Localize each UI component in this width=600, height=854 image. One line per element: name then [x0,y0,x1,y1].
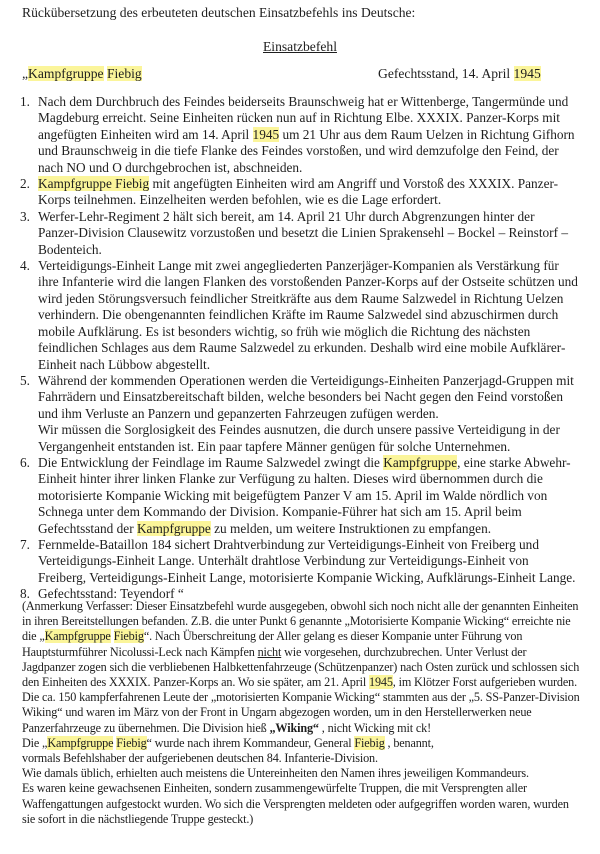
text-segment: Wir müssen die Sorglosigkeit des Feindes ausnutzen, die durch unsere passive Verteidigung in der Vergangenheit entstanden ist. Ein paar tapfere Männer genügen für solche Unternehmen. [38,422,560,454]
highlighted-term: 1945 [513,66,541,81]
text-segment: vormals Befehlshaber der aufgeriebenen deutschen 84. Infanterie-Division. [22,751,378,766]
order-item [18,373,578,455]
text-segment: Fernmelde-Bataillon 184 sichert Drahtverbindung zur Verteidigungs-Einheit von Freiberg und Verteidigungs-Einheit Lange. Unterhält drahtlose Verbindung zur Verteidigungs-Einheit von Freiberg, Verteidigungs-Einheit Lange, motorisierte Kompanie Wicking, Aufklärungs-Einheit Lange. [38,536,576,585]
header-unit [22,66,142,82]
bold-text: „Wiking“ [269,720,319,735]
highlighted-term: 1945 [369,675,393,690]
text-segment: , benannt, [384,735,434,750]
text-segment: Wie damals üblich, erhielten auch meistens die Untereinheiten den Namen ihres jeweiligen Kommandeurs. [22,766,529,781]
text-segment: Nach dem Durchbruch des Feindes beiderseits Braunschweig hat er Wittenberge, Tangermünde und Magdeburg erreicht. Seine Einheiten rücken nun auf in Richtung Elbe. XXXIX. Panzer-Korps mit angefügten Einheiten wird am 14. April [38,94,569,142]
order-number: 8. [20,586,30,602]
header-command-post-date [378,66,541,82]
highlighted-term: Kampfgruppe [28,66,104,81]
title-text: Einsatzbefehl [263,39,337,54]
order-number: 1. [20,94,30,109]
order-text [38,373,574,454]
order-item [18,209,578,258]
text-segment: Gefechtsstand: Teyendorf “ [38,586,184,602]
text-segment: Die „ [22,735,48,750]
order-number: 2. [20,176,30,192]
highlighted-term: Kampfgruppe [136,520,211,536]
highlighted-term: Kampfgruppe [47,735,114,750]
note-paragraph [22,766,582,781]
note-paragraph [22,690,582,736]
order-number: 4. [20,258,30,274]
text-segment: um 21 Uhr aus dem Raum Uelzen in Richtung Gifhorn und Braunschweig in die tiefe Flanke des Feindes vorstoßen, und wird demzufolge den Feind, der nach NO und O durchgebrochen ist, abschneiden. [38,126,575,175]
order-text [38,94,575,175]
highlighted-term: Fiebig [354,735,385,750]
highlighted-term: Kampfgruppe Fiebig [38,176,150,192]
intro-line: Rückübersetzung des erbeuteten deutschen Einsatzbefehls ins Deutsche: [22,5,416,20]
text-segment: , nicht Wicking mit ck! [318,720,431,735]
text-segment: , eine starke Abwehr-Einheit hinter ihrer linken Flanke zur Verfügung zu halten. Dieses wird übernommen durch die motorisierte Kompanie Wicking mit beigefügtem Panzer V am 15. April im Walde nördlich von Schnega unter dem Kommando der Division. Kompanie-Führer hat sich am 15. April beim Gefechtsstand der [38,454,571,536]
order-number: 6. [20,454,30,470]
text-segment: Die ca. 150 kampferfahrenen Leute der „motorisierten Kompanie Wicking“ stammten aus der „5. SS-Panzer-Division Wiking“ und waren im März von der Front in Ungarn abgezogen worden, um in den Herstellerwerken neue Panzerfahrzeuge zu übernehmen. Die Division hieß [22,690,580,735]
text-segment: , im Klötzer Forst aufgerieben wurden. [392,675,577,690]
highlighted-term: Fiebig [113,629,144,644]
highlighted-term: 1945 [252,126,280,142]
order-text [38,176,558,207]
text-segment: mit angefügten Einheiten wird am Angriff und Vorstoß des XXXIX. Panzer-Korps teilnehmen. Einzelheiten werden befohlen, wie es die Lage erfordert. [38,176,559,208]
text-segment: Die Entwicklung der Feindlage im Raume Salzwedel zwingt die [38,454,384,470]
author-note [22,599,582,827]
note-paragraph [22,736,582,766]
text-segment: „ [22,66,29,81]
highlighted-term: Kampfgruppe [44,629,111,644]
highlighted-term: Kampfgruppe [383,454,458,470]
highlighted-term: Fiebig [116,735,147,750]
order-number: 5. [20,372,30,388]
order-item [18,94,578,176]
highlighted-term: Fiebig [106,66,142,81]
text-segment: “. Nach Überschreitung der Aller gelang es dieser Kompanie unter Führung von Hauptsturmführer Nicolussi-Leck nach Kämpfen [22,629,523,659]
underlined-text: nicht [257,644,282,659]
text-segment: Verteidigungs-Einheit Lange mit zwei angegliederten Panzerjäger-Kompanien als Verstärkung für ihre Infanterie wird die langen Flanken des vorstoßenden Panzer-Korps auf der Ostseite schützen und wird jeden Störungsversuch feindlicher Streitkräfte aus dem Raume Salzwedel in Richtung Uelzen verhindern. Die obengenannten feindlichen Kräfte im Raume Salzwedel sind abzuschirmen durch mobile Aufklärung. Es ist besonders wichtig, so früh wie möglich die Richtung des nächsten feindlichen Schlages aus dem Raume Salzwedel zu erkunden. Deshalb wird eine mobile Aufklärer-Einheit nach Lübbow abgestellt. [38,258,578,372]
text-segment: Gefechtsstand, 14. April [378,66,514,81]
note-paragraph [22,781,582,827]
order-item [18,537,578,586]
order-text [38,455,571,536]
text-segment: zu melden, um weitere Instruktionen zu empfangen. [210,520,492,536]
text-segment: wie vorgesehen, durchzubrechen. Unter Verlust der Jagdpanzer zogen sich die verbliebenen Halbkettenfahrzeuge (Schützenpanzer) nach Osten zurück und schlossen sich den Einheiten des XXXIX. Panzer-Korps an. Wo sie später, am 21. April [22,644,580,690]
document-title [0,39,600,55]
text-segment: Werfer-Lehr-Regiment 2 hält sich bereit, am 14. April 21 Uhr durch Abgrenzungen hinter der Panzer-Division Clausewitz vorzustoßen und besetzt die Linien Sprakensehl – Bockel – Reinstorf – Bodenteich. [38,208,569,257]
order-item [18,176,578,209]
order-text [38,258,578,371]
text-segment: (Anmerkung Verfasser: Dieser Einsatzbefehl wurde ausgegeben, obwohl sich noch nicht alle der genannten Einheiten in ihren Bereitstellungen befanden. Z.B. die unter Punkt 6 genannte „Motorisierte Kompanie Wicking“ erreichte nie die „ [22,599,579,644]
text-segment: Es waren keine gewachsenen Einheiten, sondern zusammengewürfelte Truppen, die mit Versprengten aller Waffengattungen aufgestockt wurden. Wo sich die Versprengten meldeten oder aufgegriffen worden waren, wurden sie sofort in die nächstliegende Truppe gesteckt.) [22,781,569,826]
text-segment: Während der kommenden Operationen werden die Verteidigungs-Einheiten Panzerjagd-Gruppen mit Fahrrädern und Einsatzbereitschaft bilden, welche besonders bei Nacht gegen den Feind vorstoßen und ihm Verluste an Panzern und gepanzerten Fahrzeugen zufügen werden. [38,372,574,421]
order-item [18,455,578,537]
order-item [18,258,578,373]
orders-list [18,94,578,603]
text-segment: “ wurde nach ihrem Kommandeur, General [146,735,355,750]
order-number: 3. [20,208,30,224]
order-number: 7. [20,536,30,552]
order-text [38,537,576,585]
order-text [38,209,568,257]
note-paragraph [22,599,582,690]
